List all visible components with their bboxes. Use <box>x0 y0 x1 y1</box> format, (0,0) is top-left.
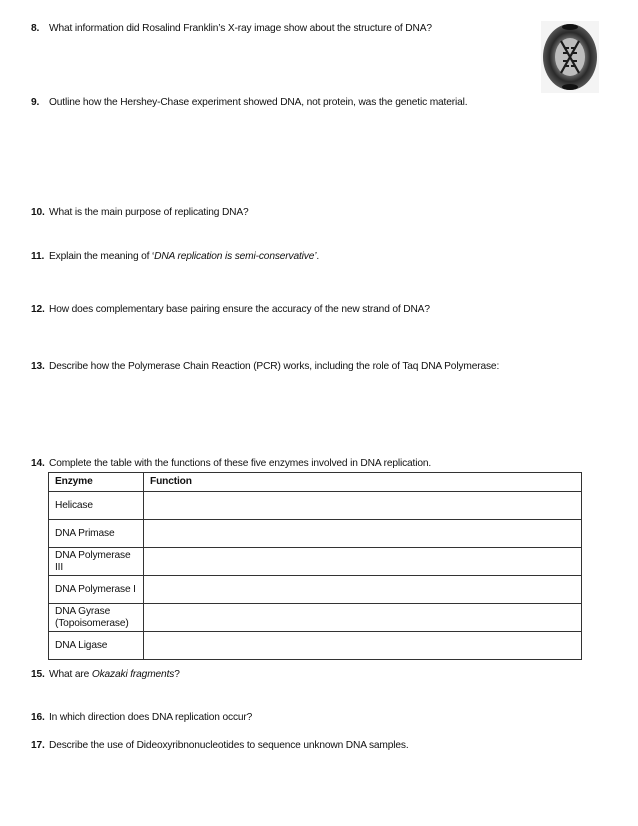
question-text-italic: DNA replication is semi-conservative’ <box>154 251 317 262</box>
question-text: What is the main purpose of replicating DNA? <box>49 207 249 218</box>
question-12 <box>31 303 591 316</box>
question-text: What are <box>49 669 92 680</box>
question-11 <box>31 250 591 263</box>
question-text-italic: Okazaki fragments <box>91 669 175 680</box>
enzyme-name: Helicase <box>49 492 144 520</box>
header-function: Function <box>144 473 582 492</box>
table-row <box>49 604 582 632</box>
question-13 <box>31 360 591 373</box>
question-number: 10. <box>31 207 45 218</box>
function-cell[interactable] <box>144 492 582 520</box>
table-row <box>49 632 582 660</box>
question-text: In which direction does DNA replication occur? <box>49 712 253 723</box>
question-number: 13. <box>31 361 45 372</box>
table-row <box>49 520 582 548</box>
xray-diffraction-image <box>541 21 599 93</box>
enzyme-name: DNA Ligase <box>49 632 144 660</box>
function-cell[interactable] <box>144 520 582 548</box>
question-number: 17. <box>31 740 45 751</box>
function-cell[interactable] <box>144 632 582 660</box>
question-text: ? <box>174 669 180 680</box>
question-number: 12. <box>31 304 45 315</box>
question-number: 15. <box>31 669 45 680</box>
question-text: . <box>316 251 320 262</box>
question-text: What information did Rosalind Franklin’s X-ray image show about the structure of DNA? <box>49 23 432 34</box>
table-row <box>49 492 582 520</box>
question-text: Describe the use of Dideoxyribnonucleotides to sequence unknown DNA samples. <box>49 740 409 751</box>
question-text: Describe how the Polymerase Chain Reaction (PCR) works, including the role of Taq DNA Polymerase: <box>49 361 500 372</box>
function-cell[interactable] <box>144 576 582 604</box>
question-15 <box>31 668 591 681</box>
question-text: How does complementary base pairing ensure the accuracy of the new strand of DNA? <box>49 304 430 315</box>
question-9 <box>31 96 591 109</box>
enzyme-name <box>49 604 144 632</box>
question-10 <box>31 206 591 219</box>
question-text: Explain the meaning of ‘ <box>49 251 155 262</box>
table-row <box>49 548 582 576</box>
question-number: 9. <box>31 97 40 108</box>
question-14 <box>31 457 591 470</box>
enzyme-name: DNA Primase <box>49 520 144 548</box>
enzyme-name-line1: DNA Gyrase <box>55 605 111 617</box>
question-text: Outline how the Hershey-Chase experiment showed DNA, not protein, was the genetic material. <box>49 97 468 108</box>
question-text: Complete the table with the functions of these five enzymes involved in DNA replication. <box>49 458 432 469</box>
question-number: 8. <box>31 23 40 34</box>
table-header-row <box>49 473 582 492</box>
question-number: 16. <box>31 712 45 723</box>
question-16 <box>31 711 591 724</box>
question-8 <box>31 22 591 35</box>
enzyme-name-line2: (Topoisomerase) <box>55 617 129 629</box>
enzyme-name: DNA Polymerase I <box>49 576 144 604</box>
enzyme-name: DNA Polymerase III <box>49 548 144 576</box>
question-17 <box>31 739 591 752</box>
header-enzyme: Enzyme <box>49 473 144 492</box>
function-cell[interactable] <box>144 604 582 632</box>
question-number: 11. <box>31 251 45 262</box>
enzyme-table <box>48 472 582 660</box>
function-cell[interactable] <box>144 548 582 576</box>
question-number: 14. <box>31 458 45 469</box>
table-row <box>49 576 582 604</box>
